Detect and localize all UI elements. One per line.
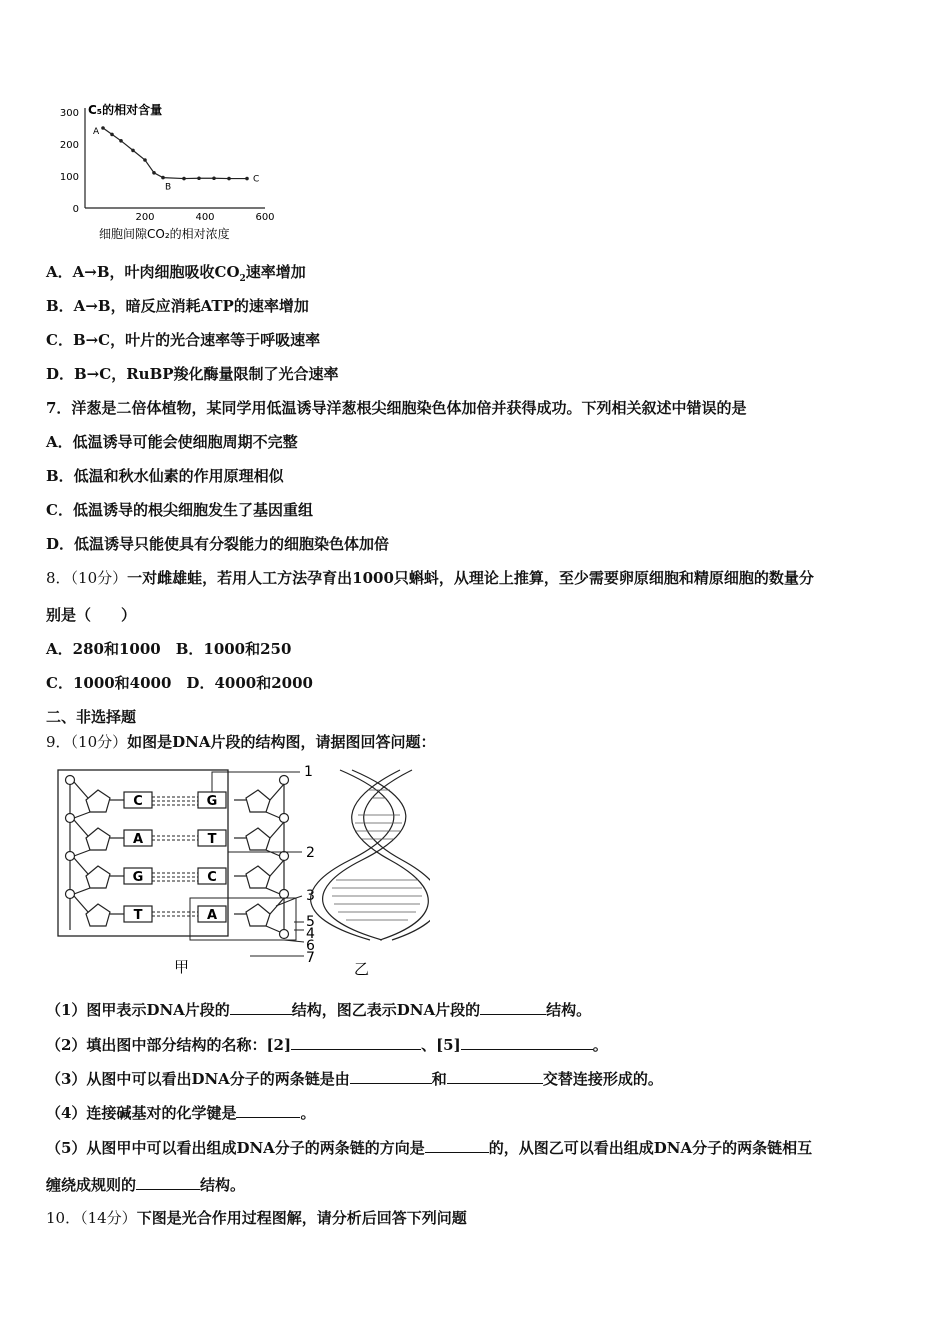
q7-option-d: D．低温诱导只能使具有分裂能力的细胞染色体加倍 [46,535,390,553]
data-point [143,158,147,162]
q7-stem: 7．洋葱是二倍体植物，某同学用低温诱导洋葱根尖细胞染色体加倍并获得成功。下列相关叙述中错误的是 [46,399,747,417]
blank[interactable] [350,1068,432,1084]
data-point [161,176,165,180]
blank[interactable] [480,999,546,1015]
q9-sub1: （1）图甲表示DNA片段的 结构，图乙表示DNA片段的 结构。 [46,1001,592,1019]
base-left-1: C [133,794,143,809]
label-4: 4 [306,926,315,942]
x-tick-label: 600 [255,212,275,223]
base-right-2: T [207,832,217,847]
base-left-3: G [132,870,144,885]
label-3: 3 [306,888,315,904]
base-right-3: C [207,870,217,885]
data-point [182,177,186,181]
caption-jia: 甲 [174,958,190,976]
annotation-a: A [93,127,100,137]
q9-sub4: （4）连接碱基对的化学键是 。 [46,1104,316,1122]
blank[interactable] [425,1137,489,1153]
blank[interactable] [230,999,292,1015]
q8-options-ab: A．280和1000 B．1000和250 [46,640,292,658]
c5-chart [55,98,285,248]
data-point [110,133,114,137]
q7-option-b: B．低温和秋水仙素的作用原理相似 [46,467,284,485]
data-point [152,171,156,175]
data-point [245,177,249,181]
base-left-2: A [132,832,144,847]
y-tick-label: 100 [59,172,79,183]
y-tick-label: 200 [59,140,79,151]
base-right-4: A [206,908,218,923]
q6-option-b: B．A→B，暗反应消耗ATP的速率增加 [46,297,309,315]
blank[interactable] [236,1102,300,1118]
q7-option-c: C．低温诱导的根尖细胞发生了基因重组 [46,501,313,519]
q9-sub2: （2）填出图中部分结构的名称：[2] 、[5] 。 [46,1036,608,1054]
label-2: 2 [306,845,315,861]
q10-stem: 10．（14分）下图是光合作用过程图解，请分析后回答下列问题 [46,1209,467,1227]
data-point [212,176,216,180]
q8-stem-cont: 别是（ ） [46,606,137,624]
q6-option-a: A．A→B，叶肉细胞吸收$CO_2$速率增加 [46,263,306,284]
base-right-1: G [206,794,218,809]
q7-option-a: A．低温诱导可能会使细胞周期不完整 [46,433,298,451]
x-tick-label: 200 [135,212,155,223]
q9-sub5: （5）从图甲中可以看出组成DNA分子的两条链的方向是 的，从图乙可以看出组成DNA分子的两条链相互 [46,1139,813,1157]
y-tick-label: 0 [72,204,79,215]
data-point [101,126,105,130]
blank[interactable] [136,1174,200,1190]
data-point [119,139,123,143]
label-6: 6 [306,938,315,954]
q6-option-c: C．B→C，叶片的光合速率等于呼吸速率 [46,331,321,349]
q6-option-d: D．B→C，RuBP羧化酶量限制了光合速率 [46,365,339,383]
data-point [131,149,135,153]
x-tick-label: 400 [195,212,215,223]
y-axis-title: C₅的相对含量 [88,103,163,117]
base-left-4: T [133,908,143,923]
data-point [227,177,231,181]
q8-stem: 8．（10分）一对雌雄蛙，若用人工方法孕育出1000只蝌蚪，从理论上推算，至少需要卵原细胞和精原细胞的数量分 [46,569,814,587]
blank[interactable] [461,1034,593,1050]
data-point [197,176,201,180]
blank[interactable] [447,1068,543,1084]
q9-sub3: （3）从图中可以看出DNA分子的两条链是由 和 交替连接形成的。 [46,1070,663,1088]
label-5: 5 [306,914,315,930]
section-title: 二、非选择题 [46,708,137,726]
q9-sub5-cont: 缠绕成规则的 结构。 [46,1176,246,1194]
dna-diagram [50,760,430,980]
annotation-c: C [253,174,260,185]
annotation-b: B [165,182,172,193]
caption-yi: 乙 [354,960,370,978]
label-7: 7 [306,950,315,966]
series-line [103,128,247,179]
q9-stem: 9．（10分）如图是DNA片段的结构图，请据图回答问题： [46,733,436,751]
x-axis-title: 细胞间隙CO₂的相对浓度 [99,227,230,241]
q8-options-cd: C．1000和4000 D．4000和2000 [46,674,313,692]
y-tick-label: 300 [59,108,79,119]
blank[interactable] [291,1034,421,1050]
label-1: 1 [304,764,313,780]
